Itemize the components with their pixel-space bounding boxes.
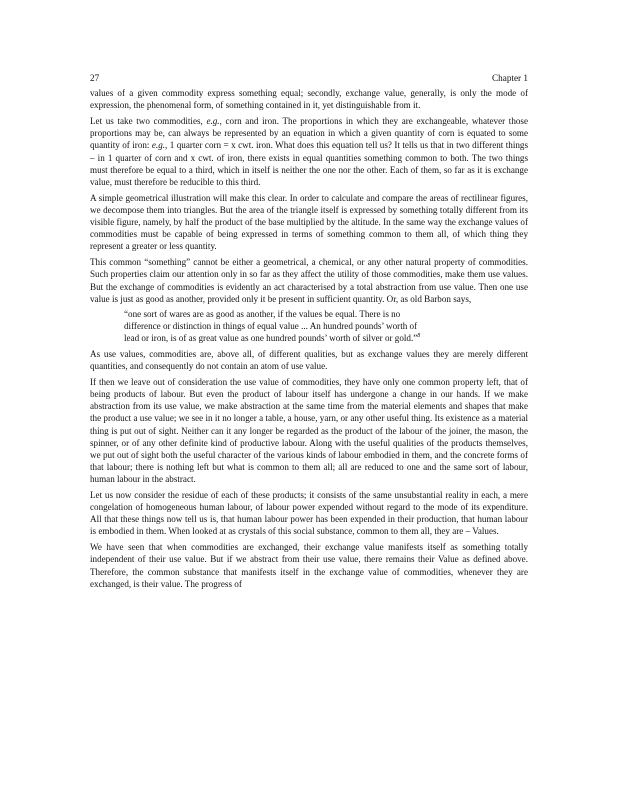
quote-line: lead or iron, is of as great value as one hundred pounds’ worth of silver or gold.”$^8$ [124, 332, 421, 343]
footnote-marker[interactable]: 8 [417, 332, 421, 339]
quote-line: difference or distinction in things of equal value ... An hundred pounds’ worth of [124, 320, 418, 331]
paragraph-6: If then we leave out of consideration the use value of commodities, they have only one common property left, that of being products of labour. But even the product of labour itself has undergone a change in our hands. If we make abstraction from its use value, we make abstraction at the same time from the material elements and shapes that make the product a use value; we see in it no longer a table, a house, yarn, or any other useful thing. Its existence as a material thing is put out of sight. Neither can it any longer be regarded as the product of the labour of the joiner, the mason, the spinner, or of any other definite kind of productive labour. Along with the useful qualities of the products themselves, we put out of sight both the useful character of the various kinds of labour embodied in them, and the concrete forms of that labour; there is nothing left but what is common to them all; all are reduced to one and the same sort of labour, human labour in the abstract. [90, 377, 528, 484]
barbon-quote [124, 308, 496, 344]
page-number: 27 [90, 73, 100, 83]
quote-line: “one sort of wares are as good as another, if the values be equal. There is no [124, 308, 401, 319]
paragraph-8: We have seen that when commodities are exchanged, their exchange value manifests itself as something totally independent of their use value. But if we abstract from their use value, there remains their Value as defined above. Therefore, the common substance that manifests itself in the exchange value of commodities, whenever they are exchanged, is their value. The progress of [90, 542, 528, 589]
document-page [90, 72, 528, 594]
paragraph-1: values of a given commodity express something equal; secondly, exchange value, generally, is only the mode of expression, the phenomenal form, of something contained in it, yet distinguishable from it. [90, 88, 528, 111]
paragraph-3: A simple geometrical illustration will make this clear. In order to calculate and compare the areas of rectilinear figures, we decompose them into triangles. But the area of the triangle itself is expressed by something totally different from its visible figure, namely, by half the product of the base multiplied by the altitude. In the same way the exchange values of commodities must be capable of being expressed in terms of something common to them all, of which thing they represent a greater or less quantity. [90, 192, 528, 252]
chapter-title: Chapter 1 [492, 73, 528, 83]
paragraph-7: Let us now consider the residue of each of these products; it consists of the same unsubstantial reality in each, a mere congelation of homogeneous human labour, of labour power expended without regard to the mode of its expenditure. All that these things now tell us is, that human labour power has been expended in their production, that human labour is embodied in them. When looked at as crystals of this social substance, common to them all, they are – Values. [90, 490, 528, 537]
paragraph-2: Let us take two commodities, e.g., corn and iron. The proportions in which they are exchangeable, whatever those proportions may be, can always be represented by an equation in which a given quantity of corn is equated to some quantity of iron: e.g., 1 quarter corn = x cwt. iron. What does this equation tell us? It tells us that in two different things – in 1 quarter of corn and x cwt. of iron, there exists in equal quantities something common to both. The two things must therefore be equal to a third, which in itself is neither the one nor the other. Each of them, so far as it is exchange value, must therefore be reducible to this third. [90, 116, 529, 187]
paragraph-5: As use values, commodities are, above all, of different qualities, but as exchange values they are merely different quantities, and consequently do not contain an atom of use value. [90, 348, 528, 372]
page-header [90, 72, 528, 84]
paragraph-4: This common “something” cannot be either a geometrical, a chemical, or any other natural property of commodities. Such properties claim our attention only in so far as they affect the utility of those commodities, make them use values. But the exchange of commodities is evidently an act characterised by a total abstraction from use value. Then one use value is just as good as another, provided only it be present in sufficient quantity. Or, as old Barbon says, [90, 257, 528, 304]
